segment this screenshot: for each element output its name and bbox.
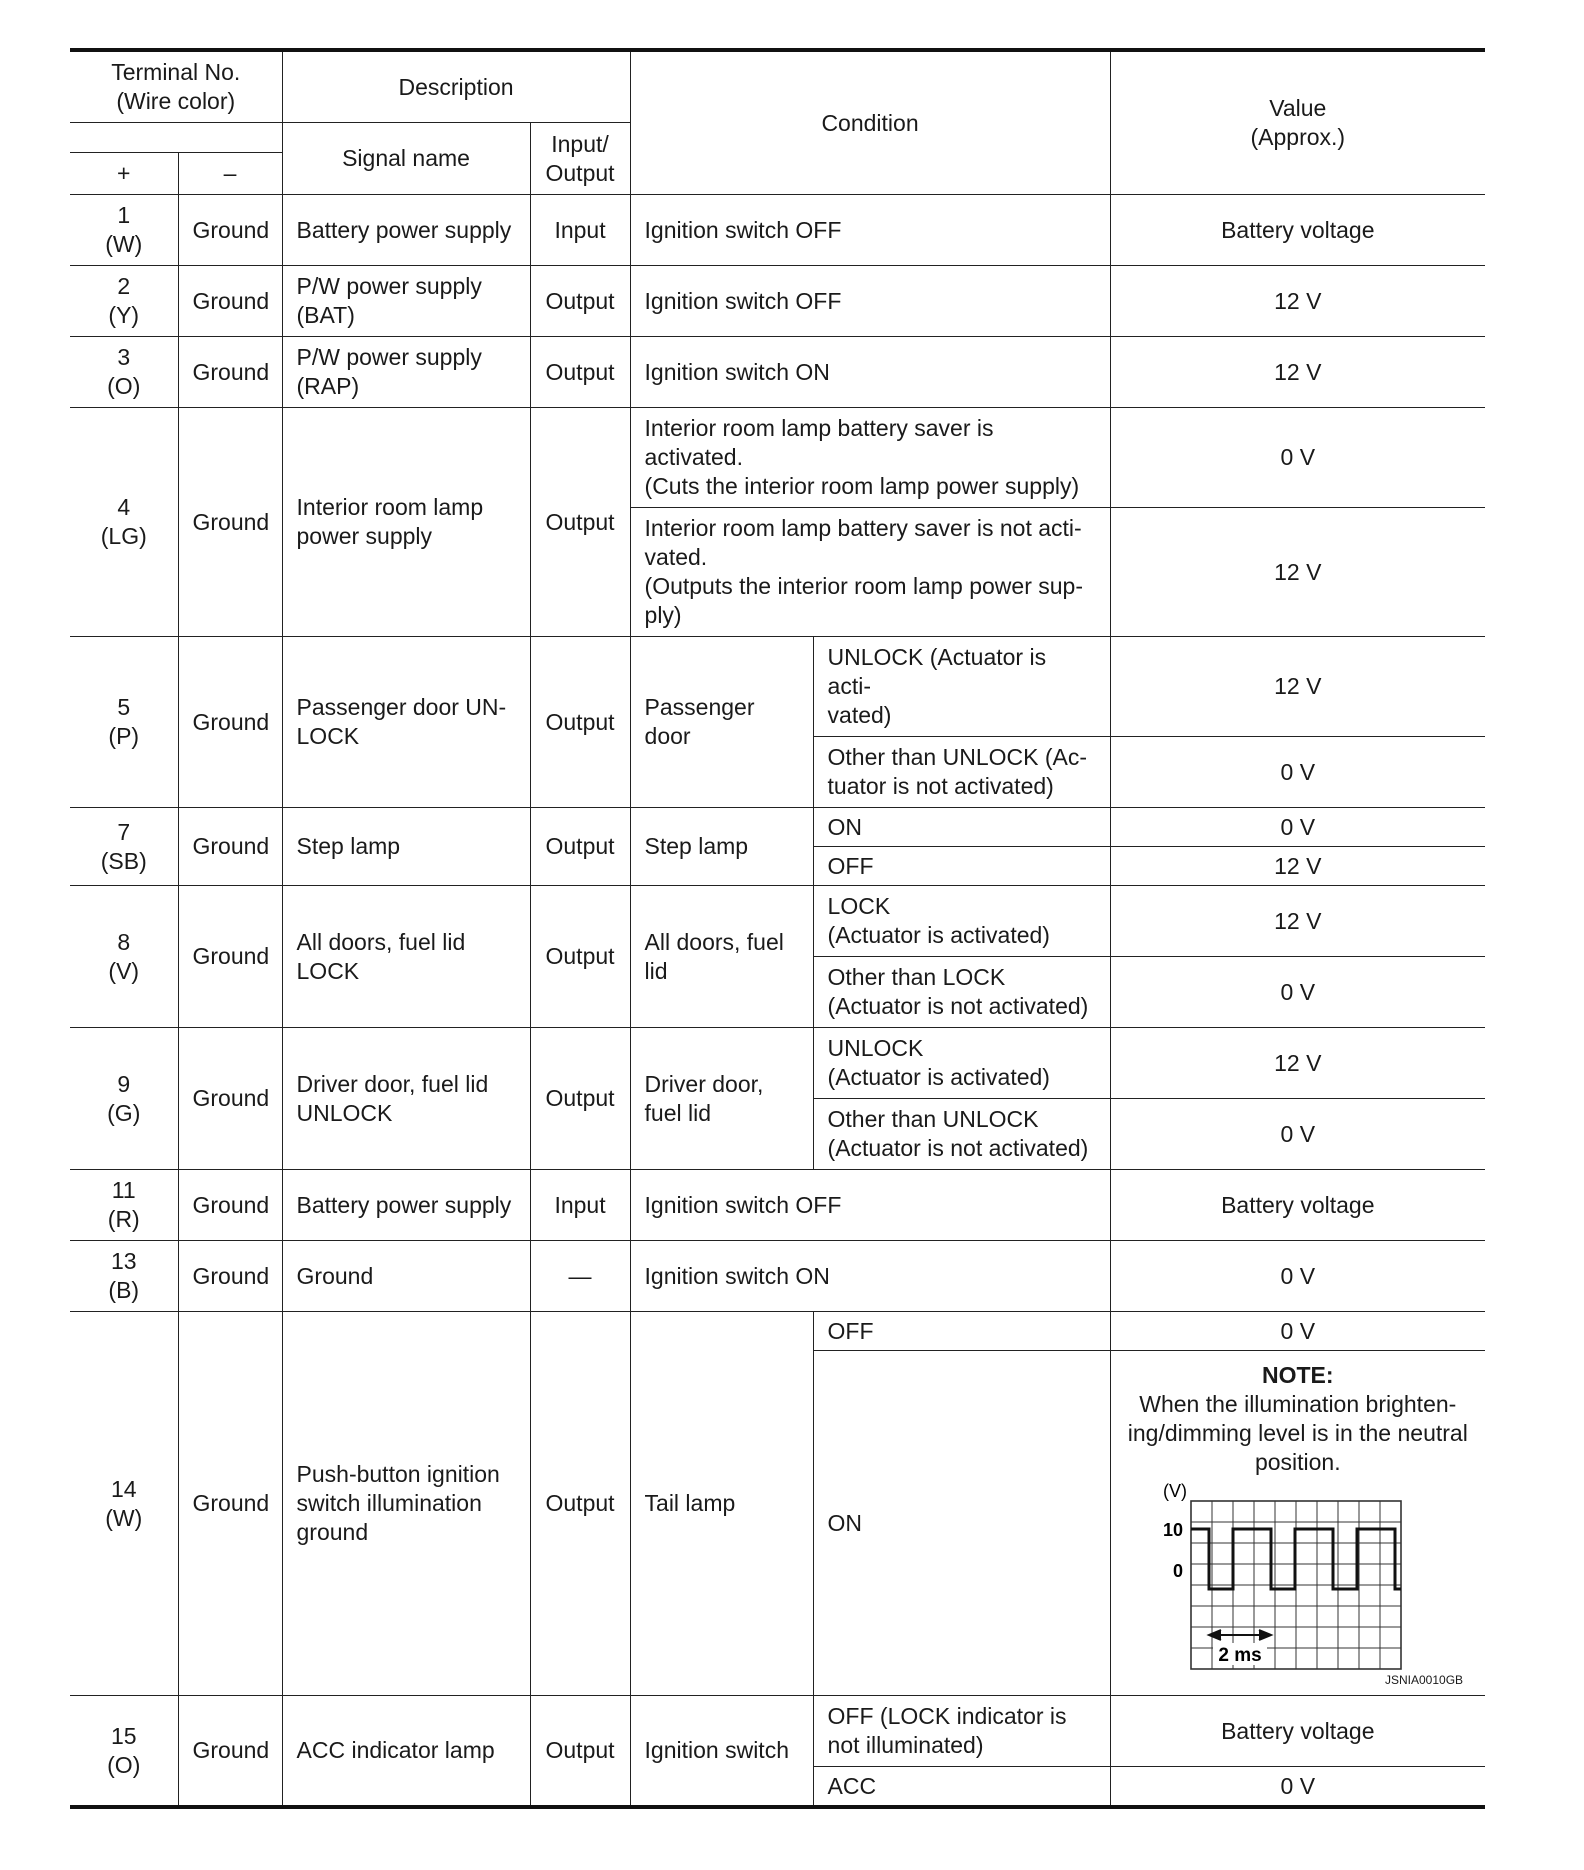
io-cell: Input: [530, 195, 630, 266]
sub-condition-cell: [813, 957, 1110, 1028]
io-cell: Output: [530, 886, 630, 1028]
sub-condition-cell: ON: [813, 808, 1110, 847]
sub-condition-line: (Actuator is not activated): [827, 993, 1089, 1019]
signal-name-cell: ACC indicator lamp: [282, 1696, 530, 1808]
io-cell: —: [530, 1241, 630, 1312]
condition-line: (Cuts the interior room lamp power supply): [644, 473, 1080, 499]
io-cell: Output: [530, 1312, 630, 1696]
terminal-cell: [70, 337, 178, 408]
terminal-cell: [70, 1170, 178, 1241]
io-cell: Input: [530, 1170, 630, 1241]
sub-condition-line: UNLOCK: [827, 1035, 924, 1061]
table-row: [70, 1696, 1485, 1767]
io-cell: Output: [530, 408, 630, 637]
table-row: [70, 1312, 1485, 1351]
ground-cell: Ground: [178, 1241, 282, 1312]
condition-cell: Ignition switch ON: [630, 337, 1110, 408]
ground-cell: Ground: [178, 337, 282, 408]
condition-header: Condition: [630, 50, 1110, 195]
sub-condition-cell: [813, 1099, 1110, 1170]
condition-cell: [630, 408, 1110, 508]
condition-cell: Ignition switch: [630, 1696, 813, 1808]
condition-line: Interior room lamp battery saver is activated.: [644, 415, 994, 470]
wire-color: (Y): [108, 302, 140, 328]
wire-color-label: (Wire color): [116, 88, 236, 114]
sub-condition-cell: [813, 637, 1110, 737]
table-row: [70, 408, 1485, 508]
signal-line: LOCK: [296, 957, 360, 984]
ground-cell: Ground: [178, 1028, 282, 1170]
signal-name-cell: [282, 637, 530, 808]
terminal-number: 4: [117, 494, 131, 520]
table-row: [70, 195, 1485, 266]
sub-condition-cell: ACC: [813, 1767, 1110, 1808]
approx-label: (Approx.): [1250, 124, 1346, 150]
signal-name-cell: [282, 1028, 530, 1170]
signal-line: LOCK: [296, 723, 360, 749]
value-cell: Battery voltage: [1110, 1696, 1485, 1767]
wire-color: (SB): [100, 847, 147, 874]
value-cell: 12 V: [1110, 266, 1485, 337]
signal-line: P/W power supply: [296, 273, 482, 299]
value-cell: 0 V: [1110, 1767, 1485, 1808]
ground-cell: Ground: [178, 1312, 282, 1696]
period-arrow: [1209, 1630, 1271, 1640]
output-label: Output: [545, 159, 615, 186]
wire-color: (O): [107, 373, 141, 399]
table-row: [70, 337, 1485, 408]
condition-line: vated.: [644, 544, 708, 570]
terminal-cell: [70, 808, 178, 886]
terminal-number: 1: [117, 202, 131, 228]
condition-cell: [630, 886, 813, 1028]
value-cell: 0 V: [1110, 737, 1485, 808]
wire-color: (R): [107, 1206, 140, 1232]
value-cell: 0 V: [1110, 1099, 1485, 1170]
terminal-cell: [70, 195, 178, 266]
note-line: When the illumination brighten-: [1139, 1391, 1457, 1417]
table-row: [70, 266, 1485, 337]
scope-low-label: 0: [1172, 1561, 1183, 1581]
ground-cell: Ground: [178, 408, 282, 637]
condition-cell: Ignition switch OFF: [630, 195, 1110, 266]
sub-condition-line: Other than UNLOCK (Ac-: [827, 744, 1087, 770]
io-cell: Output: [530, 808, 630, 886]
sub-condition-cell: OFF: [813, 847, 1110, 886]
io-cell: Output: [530, 637, 630, 808]
sub-condition-line: vated): [827, 702, 892, 728]
wire-color: (V): [108, 957, 140, 984]
terminal-number: 13: [110, 1248, 137, 1274]
condition-cell: Ignition switch OFF: [630, 266, 1110, 337]
wire-color: (G): [107, 1099, 141, 1126]
io-cell: Output: [530, 337, 630, 408]
terminal-table: [70, 48, 1485, 1809]
condition-line: All doors, fuel: [644, 928, 784, 955]
input-output-header: [530, 123, 630, 195]
value-cell: 0 V: [1110, 1312, 1485, 1351]
sub-condition-cell: OFF: [813, 1312, 1110, 1351]
value-cell: Battery voltage: [1110, 1170, 1485, 1241]
value-cell: 0 V: [1110, 408, 1485, 508]
scope-unit-label: (V): [1162, 1483, 1187, 1501]
sub-condition-line: UNLOCK (Actuator is acti-: [827, 644, 1047, 699]
condition-cell: [630, 1028, 813, 1170]
header-spacer: [70, 123, 282, 153]
sub-condition-line: (Actuator is not activated): [827, 1135, 1089, 1161]
note-line: ing/dimming level is in the neutral: [1127, 1420, 1468, 1446]
signal-name-header: Signal name: [282, 123, 530, 195]
signal-name-cell: [282, 337, 530, 408]
wire-color: (LG): [100, 523, 147, 549]
signal-name-cell: [282, 266, 530, 337]
terminal-number: 9: [117, 1070, 131, 1097]
sub-condition-line: tuator is not activated): [827, 773, 1054, 799]
ground-cell: Ground: [178, 1170, 282, 1241]
value-cell: 0 V: [1110, 1241, 1485, 1312]
signal-name-cell: Ground: [282, 1241, 530, 1312]
signal-line: switch illumination: [296, 1490, 482, 1516]
figure-code: JSNIA0010GB: [1384, 1673, 1464, 1687]
condition-cell: [630, 637, 813, 808]
sub-condition-cell: [813, 886, 1110, 957]
minus-header: –: [178, 153, 282, 195]
sub-condition-line: not illuminated): [827, 1732, 984, 1758]
terminal-number: 7: [117, 818, 131, 845]
condition-cell: [630, 508, 1110, 637]
value-cell: 12 V: [1110, 337, 1485, 408]
value-header: [1110, 50, 1485, 195]
terminal-cell: [70, 1696, 178, 1808]
note-title: NOTE:: [1262, 1362, 1334, 1388]
signal-line: ground: [296, 1519, 369, 1545]
sub-condition-line: Other than UNLOCK: [827, 1106, 1039, 1132]
terminal-number: 5: [117, 694, 131, 720]
terminal-no-label: Terminal No.: [111, 59, 241, 85]
value-cell: 12 V: [1110, 886, 1485, 957]
sub-condition-cell: ON: [813, 1351, 1110, 1696]
terminal-cell: [70, 408, 178, 637]
condition-line: Driver door,: [644, 1070, 764, 1097]
value-cell: 12 V: [1110, 1028, 1485, 1099]
note-line: position.: [1254, 1449, 1341, 1475]
signal-name-cell: Battery power supply: [282, 195, 530, 266]
terminal-number: 14: [110, 1475, 137, 1502]
condition-cell: Ignition switch OFF: [630, 1170, 1110, 1241]
terminal-number: 8: [117, 928, 131, 955]
sub-condition-cell: [813, 1028, 1110, 1099]
sub-condition-cell: [813, 1696, 1110, 1767]
signal-line: Push-button ignition: [296, 1461, 500, 1487]
signal-line: UNLOCK: [296, 1099, 393, 1126]
terminal-cell: [70, 1028, 178, 1170]
terminal-cell: [70, 1312, 178, 1696]
table-row: [70, 886, 1485, 957]
scope-high-label: 10: [1162, 1520, 1183, 1540]
terminal-cell: [70, 886, 178, 1028]
square-wave: [1191, 1529, 1401, 1589]
terminal-number: 11: [111, 1177, 136, 1203]
condition-line: Passenger: [644, 694, 755, 720]
table-row: [70, 637, 1485, 737]
sub-condition-line: OFF (LOCK indicator is: [827, 1703, 1067, 1729]
io-cell: Output: [530, 1028, 630, 1170]
signal-line: Driver door, fuel lid: [296, 1070, 489, 1097]
value-cell: Battery voltage: [1110, 195, 1485, 266]
sub-condition-line: (Actuator is activated): [827, 1064, 1050, 1090]
io-cell: Output: [530, 1696, 630, 1808]
signal-line: Interior room lamp: [296, 494, 484, 520]
header-row: [70, 50, 1485, 123]
sub-condition-line: (Actuator is activated): [827, 922, 1050, 948]
wire-color: (P): [108, 723, 140, 749]
table-row: [70, 1170, 1485, 1241]
condition-cell: Ignition switch ON: [630, 1241, 1110, 1312]
terminal-table-wrapper: [70, 48, 1485, 1809]
ground-cell: Ground: [178, 195, 282, 266]
plus-header: +: [70, 153, 178, 195]
description-header: Description: [282, 50, 630, 123]
condition-line: (Outputs the interior room lamp power sup-: [644, 573, 1083, 599]
signal-line: power supply: [296, 523, 433, 549]
terminal-cell: [70, 266, 178, 337]
terminal-number: 3: [117, 344, 131, 370]
terminal-no-header: [70, 50, 282, 123]
ground-cell: Ground: [178, 886, 282, 1028]
value-cell: 0 V: [1110, 808, 1485, 847]
condition-line: lid: [644, 957, 668, 984]
condition-line: fuel lid: [644, 1099, 712, 1126]
value-cell: 12 V: [1110, 847, 1485, 886]
condition-cell: Step lamp: [630, 808, 813, 886]
signal-line: (RAP): [296, 373, 360, 399]
note-cell: [1110, 1351, 1485, 1696]
condition-cell: Tail lamp: [630, 1312, 813, 1696]
sub-condition-line: Other than LOCK: [827, 964, 1006, 990]
terminal-number: 2: [117, 273, 131, 299]
wire-color: (B): [108, 1277, 140, 1303]
signal-line: (BAT): [296, 302, 355, 328]
terminal-number: 15: [110, 1722, 137, 1749]
wire-color: (W): [105, 1504, 143, 1531]
condition-line: door: [644, 723, 691, 749]
value-cell: 12 V: [1110, 508, 1485, 637]
terminal-cell: [70, 1241, 178, 1312]
wire-color: (O): [107, 1751, 141, 1778]
ground-cell: Ground: [178, 1696, 282, 1808]
signal-line: P/W power supply: [296, 344, 482, 370]
sub-condition-cell: [813, 737, 1110, 808]
value-cell: 12 V: [1110, 637, 1485, 737]
table-row: [70, 808, 1485, 847]
signal-name-cell: Battery power supply: [282, 1170, 530, 1241]
io-cell: Output: [530, 266, 630, 337]
signal-name-cell: [282, 886, 530, 1028]
value-cell: 0 V: [1110, 957, 1485, 1028]
terminal-cell: [70, 637, 178, 808]
scope-period-label: 2 ms: [1217, 1645, 1262, 1666]
signal-name-cell: Step lamp: [282, 808, 530, 886]
condition-line: Interior room lamp battery saver is not acti-: [644, 515, 1082, 541]
wire-color: (W): [105, 231, 143, 257]
ground-cell: Ground: [178, 266, 282, 337]
ground-cell: Ground: [178, 637, 282, 808]
sub-condition-line: LOCK: [827, 893, 891, 919]
signal-name-cell: [282, 1312, 530, 1696]
ground-cell: Ground: [178, 808, 282, 886]
signal-line: Passenger door UN-: [296, 694, 507, 720]
input-label: Input/: [551, 130, 609, 157]
table-row: [70, 1028, 1485, 1099]
oscilloscope-waveform: [1129, 1483, 1429, 1673]
condition-line: ply): [644, 602, 682, 628]
signal-line: All doors, fuel lid: [296, 928, 466, 955]
table-row: [70, 1241, 1485, 1312]
signal-name-cell: [282, 408, 530, 637]
value-label: Value: [1269, 95, 1327, 121]
